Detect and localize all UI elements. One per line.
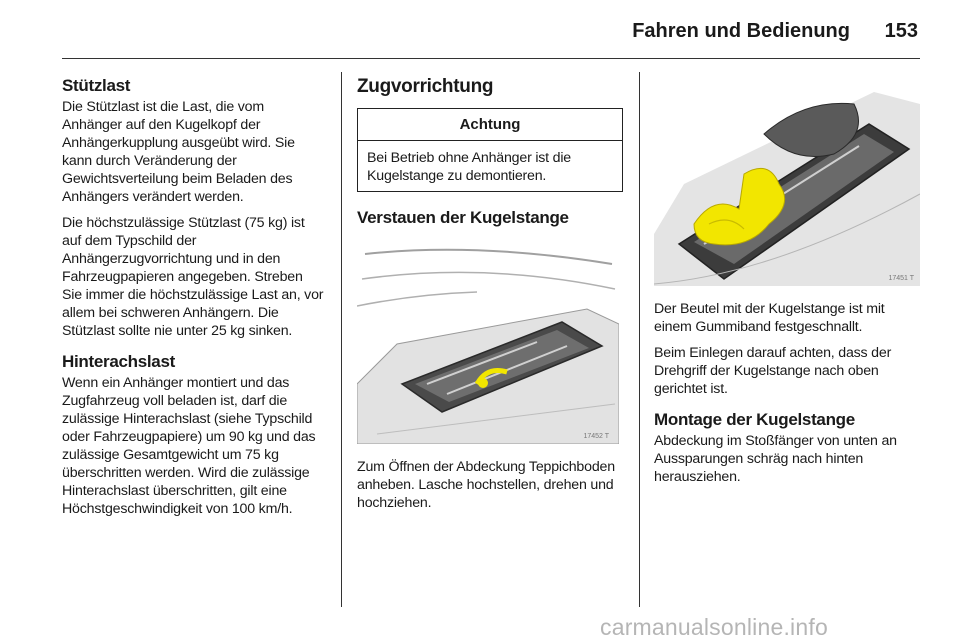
column-1 xyxy=(62,76,326,526)
column-3 xyxy=(654,76,922,494)
trunk-floor-illustration xyxy=(357,234,619,444)
figure-code-right: 17451 T xyxy=(888,275,914,282)
caption-verstauen: Zum Öffnen der Abdeckung Teppichboden anheben. Lasche hochstellen, drehen und hochziehen. xyxy=(357,459,615,511)
heading-hinterachslast: Hinterachslast xyxy=(62,352,175,371)
column-divider-1 xyxy=(341,72,342,607)
paragraph-montage: Abdeckung im Stoßfänger von unten an Aussparungen schräg nach hinten herausziehen. xyxy=(654,433,897,485)
heading-zugvorrichtung: Zugvorrichtung xyxy=(357,76,494,97)
column-2 xyxy=(357,76,623,520)
paragraph-hinterachslast: Wenn ein Anhänger montiert und das Zugfahrzeug voll beladen ist, darf die zulässige Hinterachslast (siehe Typschild oder Fahrzeugpapiere) um 90 kg und das zulässige Gesamtgewicht um 75 kg überschritten werden. Wird die zulässige Hinterachslast überschritten, gilt eine Höchstgeschwindigkeit von 100 km/h. xyxy=(62,375,316,517)
ball-bar-bag-illustration xyxy=(654,74,920,286)
page-number: 153 xyxy=(884,20,918,42)
paragraph-beutel: Der Beutel mit der Kugelstange ist mit einem Gummiband festgeschnallt. xyxy=(654,301,885,335)
page-header-title: Fahren und Bedienung xyxy=(632,20,850,42)
heading-stuetzlast: Stützlast xyxy=(62,76,131,95)
column-divider-2 xyxy=(639,72,640,607)
warning-text: Bei Betrieb ohne Anhänger ist die Kugelstange zu demontieren. xyxy=(367,150,571,184)
paragraph-stuetzlast-1: Die Stützlast ist die Last, die vom Anhänger auf den Kugelkopf der Anhängerkupplung ausgeübt wird. Sie kann durch Veränderung der Gewichtsverteilung beim Beladen des Anhängers verändert werden. xyxy=(62,99,295,205)
header-rule xyxy=(62,58,920,59)
warning-box xyxy=(357,108,623,192)
warning-title: Achtung xyxy=(358,109,622,141)
heading-verstauen: Verstauen der Kugelstange xyxy=(357,208,569,227)
heading-montage: Montage der Kugelstange xyxy=(654,410,855,429)
paragraph-einlegen: Beim Einlegen darauf achten, dass der Drehgriff der Kugelstange nach oben gerichtet ist. xyxy=(654,345,892,397)
watermark: carmanualsonline.info xyxy=(600,614,828,640)
paragraph-stuetzlast-2: Die höchstzulässige Stützlast (75 kg) ist auf dem Typschild der Anhängerzugvorrichtung und in den Fahrzeugpapieren angegeben. Streben Sie immer die höchstzulässige Last an, vor allem bei schweren Anhängern. Die Stützlast sollte nie unter 25 kg sinken. xyxy=(62,215,324,339)
figure-code-left: 17452 T xyxy=(583,433,609,440)
